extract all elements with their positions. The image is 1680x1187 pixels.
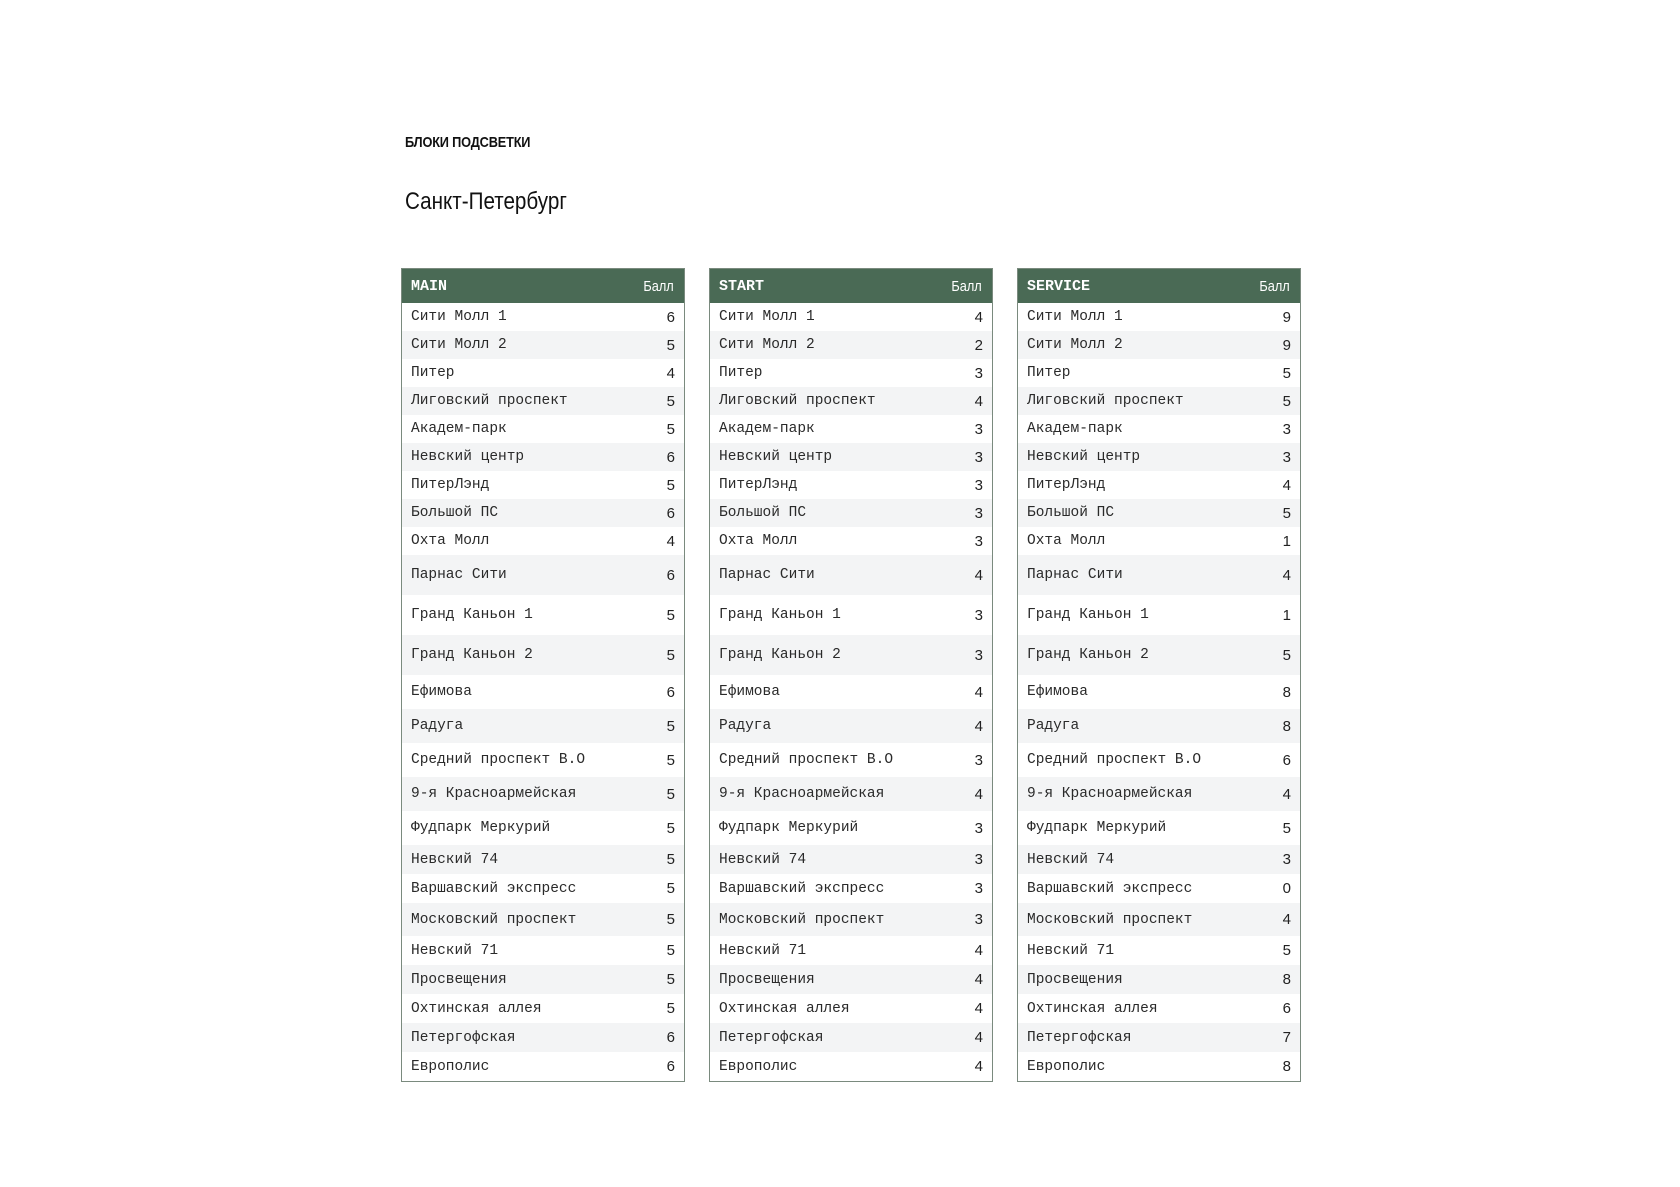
city-title: Санкт-Петербург bbox=[405, 188, 567, 215]
table-row bbox=[1018, 874, 1300, 903]
table-row bbox=[1018, 359, 1300, 387]
location-name: Ефимова bbox=[1027, 684, 1088, 700]
score-value: 8 bbox=[1282, 1058, 1291, 1075]
table-row bbox=[402, 499, 684, 527]
location-name: ПитерЛэнд bbox=[1027, 477, 1106, 493]
location-name: Сити Молл 1 bbox=[1027, 309, 1123, 325]
score-value: 5 bbox=[666, 971, 675, 988]
score-value: 3 bbox=[974, 819, 983, 837]
table-row bbox=[710, 387, 992, 415]
score-value: 3 bbox=[974, 364, 983, 382]
score-value: 4 bbox=[974, 566, 983, 584]
score-value: 6 bbox=[666, 1058, 675, 1075]
score-value: 4 bbox=[974, 971, 983, 988]
location-name: Питер bbox=[411, 365, 455, 381]
table-row bbox=[1018, 387, 1300, 415]
score-value: 4 bbox=[974, 1000, 983, 1017]
table-row bbox=[402, 555, 684, 595]
score-value: 5 bbox=[666, 942, 675, 959]
location-name: Просвещения bbox=[1027, 971, 1123, 988]
score-value: 6 bbox=[666, 504, 675, 522]
location-name: Академ-парк bbox=[719, 421, 815, 437]
table-header bbox=[402, 269, 684, 303]
table-header bbox=[1018, 269, 1300, 303]
score-value: 4 bbox=[974, 683, 983, 701]
location-name: Средний проспект В.О bbox=[1027, 752, 1202, 768]
score-value: 2 bbox=[974, 336, 983, 354]
location-name: Лиговский проспект bbox=[1027, 393, 1184, 409]
table-row bbox=[402, 387, 684, 415]
score-value: 5 bbox=[666, 851, 675, 868]
table-row bbox=[710, 527, 992, 555]
location-name: Средний проспект В.О bbox=[719, 752, 894, 768]
score-value: 5 bbox=[666, 476, 675, 494]
score-value: 3 bbox=[974, 606, 983, 624]
table-row bbox=[1018, 965, 1300, 994]
score-value: 3 bbox=[974, 476, 983, 494]
score-value: 6 bbox=[666, 448, 675, 466]
table-row bbox=[710, 845, 992, 874]
score-value: 5 bbox=[666, 1000, 675, 1017]
score-value: 5 bbox=[1282, 392, 1291, 410]
table-row bbox=[402, 1023, 684, 1052]
location-name: 9-я Красноармейская bbox=[411, 786, 577, 802]
location-name: Гранд Каньон 1 bbox=[719, 607, 841, 623]
score-value: 5 bbox=[1282, 504, 1291, 522]
score-value: 3 bbox=[1282, 851, 1291, 868]
score-value: 5 bbox=[666, 646, 675, 664]
score-value: 4 bbox=[1282, 785, 1291, 803]
table-row bbox=[1018, 994, 1300, 1023]
table-row bbox=[1018, 499, 1300, 527]
location-name: Лиговский проспект bbox=[719, 393, 876, 409]
score-value: 3 bbox=[974, 504, 983, 522]
location-name: Парнас Сити bbox=[719, 567, 815, 583]
score-value: 3 bbox=[1282, 448, 1291, 466]
location-name: Гранд Каньон 2 bbox=[411, 647, 533, 663]
table-row bbox=[710, 471, 992, 499]
score-column-header: Балл bbox=[643, 277, 674, 295]
table-row bbox=[402, 303, 684, 331]
location-name: Сити Молл 1 bbox=[719, 309, 815, 325]
table-row bbox=[402, 994, 684, 1023]
score-value: 5 bbox=[1282, 819, 1291, 837]
table-title: MAIN bbox=[411, 277, 448, 295]
score-value: 3 bbox=[974, 851, 983, 868]
score-value: 6 bbox=[666, 683, 675, 701]
table-row bbox=[1018, 903, 1300, 936]
score-value: 5 bbox=[666, 606, 675, 624]
table-row bbox=[710, 743, 992, 777]
location-name: Европолис bbox=[1027, 1058, 1106, 1075]
table-row bbox=[402, 903, 684, 936]
location-name: Большой ПС bbox=[1027, 505, 1115, 521]
table-title: START bbox=[719, 277, 765, 295]
score-value: 4 bbox=[974, 308, 983, 326]
table-row bbox=[1018, 743, 1300, 777]
location-name: Гранд Каньон 1 bbox=[411, 607, 533, 623]
location-name: Ефимова bbox=[411, 684, 472, 700]
table-row bbox=[710, 903, 992, 936]
table-row bbox=[402, 743, 684, 777]
table-row bbox=[710, 936, 992, 965]
location-name: Питер bbox=[719, 365, 763, 381]
score-value: 6 bbox=[666, 308, 675, 326]
location-name: Академ-парк bbox=[411, 421, 507, 437]
score-value: 1 bbox=[1282, 532, 1291, 550]
location-name: Охта Молл bbox=[411, 533, 490, 549]
table-row bbox=[710, 811, 992, 845]
table-row bbox=[710, 443, 992, 471]
table-row bbox=[710, 635, 992, 675]
location-name: Петергофская bbox=[411, 1029, 516, 1046]
score-value: 6 bbox=[1282, 1000, 1291, 1017]
location-name: Питер bbox=[1027, 365, 1071, 381]
table-row bbox=[710, 1052, 992, 1081]
location-name: Большой ПС bbox=[411, 505, 499, 521]
table-row bbox=[710, 994, 992, 1023]
location-name: Московский проспект bbox=[719, 911, 885, 928]
location-name: Фудпарк Меркурий bbox=[411, 820, 551, 836]
score-value: 4 bbox=[1282, 476, 1291, 494]
score-value: 3 bbox=[974, 911, 983, 928]
location-name: Невский 71 bbox=[719, 942, 807, 959]
score-value: 5 bbox=[1282, 364, 1291, 382]
table-title: SERVICE bbox=[1027, 277, 1091, 295]
location-name: Варшавский экспресс bbox=[719, 880, 885, 897]
location-name: Европолис bbox=[411, 1058, 490, 1075]
table-row bbox=[402, 936, 684, 965]
location-name: Средний проспект В.О bbox=[411, 752, 586, 768]
score-value: 5 bbox=[666, 880, 675, 897]
location-name: Академ-парк bbox=[1027, 421, 1123, 437]
score-value: 3 bbox=[974, 751, 983, 769]
table-row bbox=[402, 415, 684, 443]
location-name: Гранд Каньон 2 bbox=[1027, 647, 1149, 663]
score-value: 4 bbox=[974, 942, 983, 959]
score-value: 4 bbox=[666, 532, 675, 550]
table-row bbox=[402, 709, 684, 743]
table-row bbox=[402, 1052, 684, 1081]
score-table-start bbox=[709, 268, 993, 1082]
table-row bbox=[402, 635, 684, 675]
score-value: 3 bbox=[974, 448, 983, 466]
table-row bbox=[402, 777, 684, 811]
location-name: Сити Молл 2 bbox=[411, 337, 507, 353]
score-value: 3 bbox=[1282, 420, 1291, 438]
score-value: 5 bbox=[666, 717, 675, 735]
location-name: ПитерЛэнд bbox=[719, 477, 798, 493]
location-name: Московский проспект bbox=[411, 911, 577, 928]
location-name: Невский 71 bbox=[1027, 942, 1115, 959]
location-name: Невский 74 bbox=[411, 851, 499, 868]
score-value: 8 bbox=[1282, 717, 1291, 735]
table-row bbox=[402, 874, 684, 903]
score-table-main bbox=[401, 268, 685, 1082]
location-name: Большой ПС bbox=[719, 505, 807, 521]
score-value: 3 bbox=[974, 420, 983, 438]
score-value: 4 bbox=[974, 717, 983, 735]
score-value: 6 bbox=[1282, 751, 1291, 769]
table-row bbox=[1018, 936, 1300, 965]
table-row bbox=[1018, 1052, 1300, 1081]
score-value: 9 bbox=[1282, 308, 1291, 326]
location-name: Варшавский экспресс bbox=[1027, 880, 1193, 897]
score-value: 4 bbox=[1282, 566, 1291, 584]
location-name: Охтинская аллея bbox=[719, 1000, 850, 1017]
location-name: Радуга bbox=[411, 718, 464, 734]
score-value: 4 bbox=[974, 1058, 983, 1075]
table-row bbox=[402, 811, 684, 845]
score-value: 5 bbox=[666, 420, 675, 438]
location-name: Невский центр bbox=[719, 449, 833, 465]
table-row bbox=[1018, 443, 1300, 471]
table-row bbox=[710, 415, 992, 443]
location-name: Парнас Сити bbox=[411, 567, 507, 583]
table-row bbox=[710, 675, 992, 709]
location-name: Невский 71 bbox=[411, 942, 499, 959]
table-row bbox=[402, 471, 684, 499]
table-row bbox=[710, 777, 992, 811]
score-value: 5 bbox=[666, 819, 675, 837]
score-value: 6 bbox=[666, 1029, 675, 1046]
score-value: 4 bbox=[974, 1029, 983, 1046]
tables-container bbox=[401, 268, 1301, 1082]
location-name: Охтинская аллея bbox=[411, 1000, 542, 1017]
table-row bbox=[710, 499, 992, 527]
location-name: Невский центр bbox=[411, 449, 525, 465]
location-name: Петергофская bbox=[719, 1029, 824, 1046]
location-name: Варшавский экспресс bbox=[411, 880, 577, 897]
table-header bbox=[710, 269, 992, 303]
location-name: Охта Молл bbox=[719, 533, 798, 549]
score-column-header: Балл bbox=[951, 277, 982, 295]
score-value: 6 bbox=[666, 566, 675, 584]
score-value: 1 bbox=[1282, 606, 1291, 624]
location-name: Парнас Сити bbox=[1027, 567, 1123, 583]
table-body bbox=[1018, 303, 1300, 1081]
location-name: 9-я Красноармейская bbox=[719, 786, 885, 802]
table-row bbox=[1018, 303, 1300, 331]
location-name: Невский 74 bbox=[719, 851, 807, 868]
location-name: Сити Молл 1 bbox=[411, 309, 507, 325]
section-label: БЛОКИ ПОДСВЕТКИ bbox=[405, 134, 531, 151]
score-value: 4 bbox=[1282, 911, 1291, 928]
location-name: 9-я Красноармейская bbox=[1027, 786, 1193, 802]
table-row bbox=[710, 709, 992, 743]
table-row bbox=[1018, 811, 1300, 845]
score-value: 5 bbox=[1282, 942, 1291, 959]
table-row bbox=[1018, 709, 1300, 743]
table-body bbox=[402, 303, 684, 1081]
score-value: 4 bbox=[666, 364, 675, 382]
score-value: 8 bbox=[1282, 971, 1291, 988]
table-row bbox=[710, 303, 992, 331]
table-row bbox=[402, 675, 684, 709]
location-name: Охта Молл bbox=[1027, 533, 1106, 549]
table-row bbox=[710, 874, 992, 903]
score-value: 3 bbox=[974, 532, 983, 550]
location-name: Просвещения bbox=[719, 971, 815, 988]
table-row bbox=[402, 359, 684, 387]
table-row bbox=[1018, 415, 1300, 443]
score-column-header: Балл bbox=[1259, 277, 1290, 295]
location-name: Сити Молл 2 bbox=[719, 337, 815, 353]
location-name: Фудпарк Меркурий bbox=[719, 820, 859, 836]
location-name: Ефимова bbox=[719, 684, 780, 700]
score-value: 7 bbox=[1282, 1029, 1291, 1046]
location-name: Просвещения bbox=[411, 971, 507, 988]
table-row bbox=[1018, 777, 1300, 811]
location-name: Сити Молл 2 bbox=[1027, 337, 1123, 353]
table-row bbox=[402, 595, 684, 635]
score-table-service bbox=[1017, 268, 1301, 1082]
score-value: 4 bbox=[974, 392, 983, 410]
location-name: Невский центр bbox=[1027, 449, 1141, 465]
table-row bbox=[1018, 635, 1300, 675]
table-row bbox=[1018, 1023, 1300, 1052]
table-row bbox=[1018, 595, 1300, 635]
table-body bbox=[710, 303, 992, 1081]
location-name: Петергофская bbox=[1027, 1029, 1132, 1046]
table-row bbox=[710, 965, 992, 994]
score-value: 5 bbox=[666, 392, 675, 410]
table-row bbox=[710, 1023, 992, 1052]
score-value: 4 bbox=[974, 785, 983, 803]
table-row bbox=[1018, 555, 1300, 595]
score-value: 3 bbox=[974, 646, 983, 664]
location-name: Фудпарк Меркурий bbox=[1027, 820, 1167, 836]
score-value: 8 bbox=[1282, 683, 1291, 701]
location-name: Европолис bbox=[719, 1058, 798, 1075]
table-row bbox=[1018, 675, 1300, 709]
score-value: 5 bbox=[666, 336, 675, 354]
table-row bbox=[402, 443, 684, 471]
score-value: 5 bbox=[1282, 646, 1291, 664]
location-name: Радуга bbox=[719, 718, 772, 734]
location-name: Радуга bbox=[1027, 718, 1080, 734]
score-value: 5 bbox=[666, 911, 675, 928]
location-name: Гранд Каньон 2 bbox=[719, 647, 841, 663]
table-row bbox=[402, 331, 684, 359]
table-row bbox=[402, 845, 684, 874]
table-row bbox=[402, 527, 684, 555]
table-row bbox=[710, 331, 992, 359]
table-row bbox=[710, 595, 992, 635]
table-row bbox=[1018, 845, 1300, 874]
table-row bbox=[1018, 471, 1300, 499]
score-value: 0 bbox=[1282, 880, 1291, 897]
table-row bbox=[710, 359, 992, 387]
table-row bbox=[402, 965, 684, 994]
score-value: 5 bbox=[666, 751, 675, 769]
location-name: Московский проспект bbox=[1027, 911, 1193, 928]
score-value: 3 bbox=[974, 880, 983, 897]
location-name: ПитерЛэнд bbox=[411, 477, 490, 493]
location-name: Гранд Каньон 1 bbox=[1027, 607, 1149, 623]
score-value: 5 bbox=[666, 785, 675, 803]
table-row bbox=[710, 555, 992, 595]
location-name: Охтинская аллея bbox=[1027, 1000, 1158, 1017]
location-name: Невский 74 bbox=[1027, 851, 1115, 868]
table-row bbox=[1018, 331, 1300, 359]
score-value: 9 bbox=[1282, 336, 1291, 354]
table-row bbox=[1018, 527, 1300, 555]
location-name: Лиговский проспект bbox=[411, 393, 568, 409]
